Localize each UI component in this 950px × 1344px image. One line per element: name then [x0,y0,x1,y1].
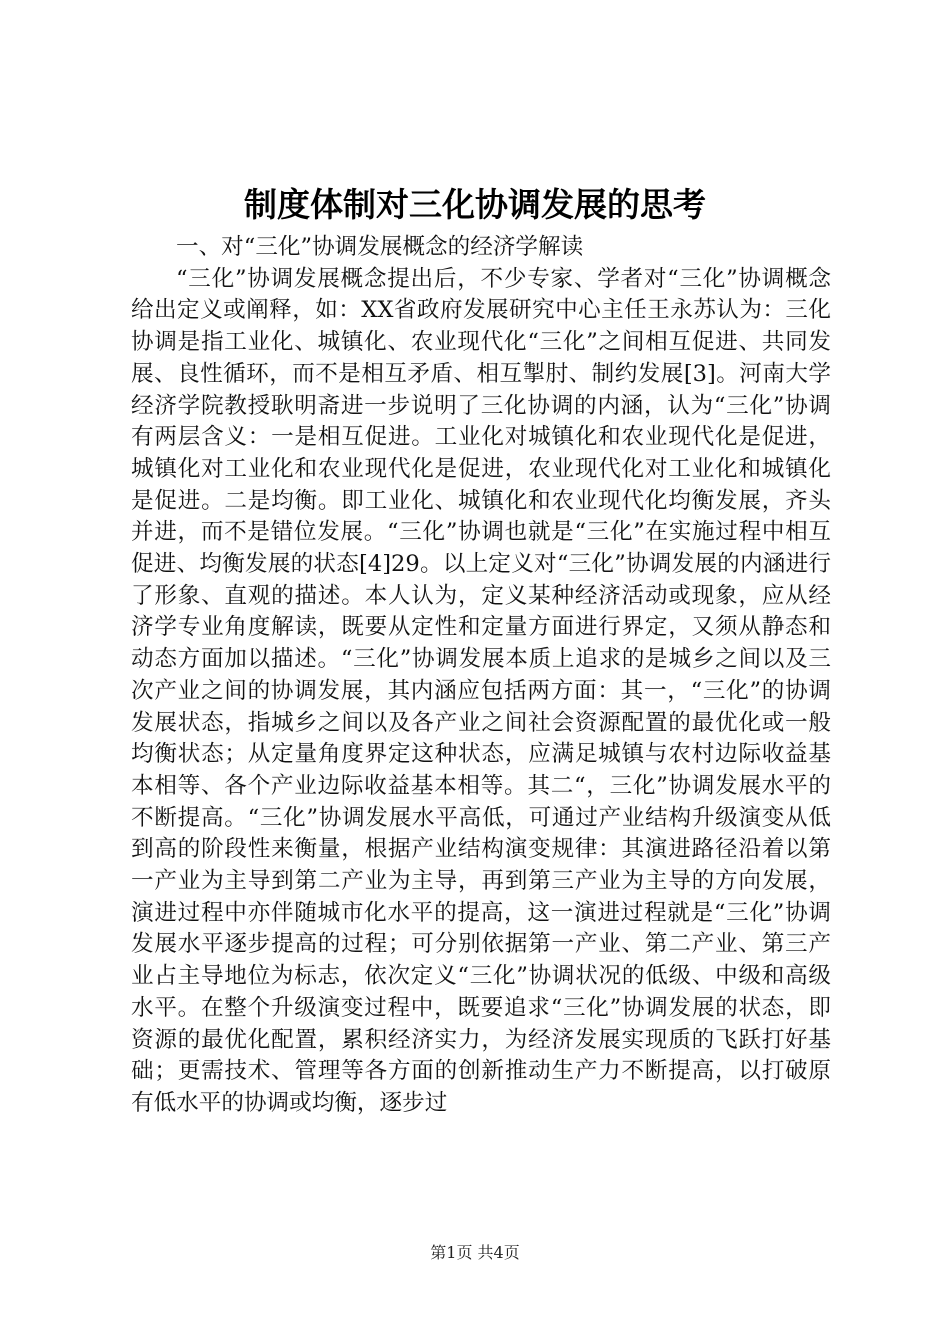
page-number-footer: 第1页 共4页 [430,1243,520,1262]
body-paragraph: “三化”协调发展概念提出后，不少专家、学者对“三化”协调概念给出定义或阐释，如：XX省政府发展研究中心主任王永苏认为：三化协调是指工业化、城镇化、农业现代化“三化”之间相互促进、共同发展、良性循环，而不是相互矛盾、相互掣肘、制约发展[3]。河南大学经济学院教授耿明斋进一步说明了三化协调的内涵，认为“三化”协调有两层含义：一是相互促进。工业化对城镇化和农业现代化是促进，城镇化对工业化和农业现代化是促进，农业现代化对工业化和城镇化是促进。二是均衡。即工业化、城镇化和农业现代化均衡发展，齐头并进，而不是错位发展。“三化”协调也就是“三化”在实施过程中相互促进、均衡发展的状态[4]29。以上定义对“三化”协调发展的内涵进行了形象、直观的描述。本人认为，定义某种经济活动或现象，应从经济学专业角度解读，既要从定性和定量方面进行界定，又须从静态和动态方面加以描述。“三化”协调发展本质上追求的是城乡之间以及三次产业之间的协调发展，其内涵应包括两方面：其一，“三化”的协调发展状态，指城乡之间以及各产业之间社会资源配置的最优化或一般均衡状态；从定量角度界定这种状态，应满足城镇与农村边际收益基本相等、各个产业边际收益基本相等。其二“，三化”协调发展水平的不断提高。“三化”协调发展水平高低，可通过产业结构升级演变从低到高的阶段性来衡量，根据产业结构演变规律：其演进路径沿着以第一产业为主导到第二产业为主导，再到第三产业为主导的方向发展，演进过程中亦伴随城市化水平的提高，这一演进过程就是“三化”协调发展水平逐步提高的过程；可分别依据第一产业、第二产业、第三产业占主导地位为标志，依次定义“三化”协调状况的低级、中级和高级水平。在整个升级演变过程中，既要追求“三化”协调发展的状态，即资源的最优化配置，累积经济实力，为经济发展实现质的飞跃打好基础；更需技术、管理等各方面的创新推动生产力不断提高，以打破原有低水平的协调或均衡，逐步过 [131,265,831,1116]
document-body [131,232,831,1120]
document-title: 制度体制对三化协调发展的思考 [244,185,706,224]
section-heading: 一、对“三化”协调发展概念的经济学解读 [176,234,584,260]
